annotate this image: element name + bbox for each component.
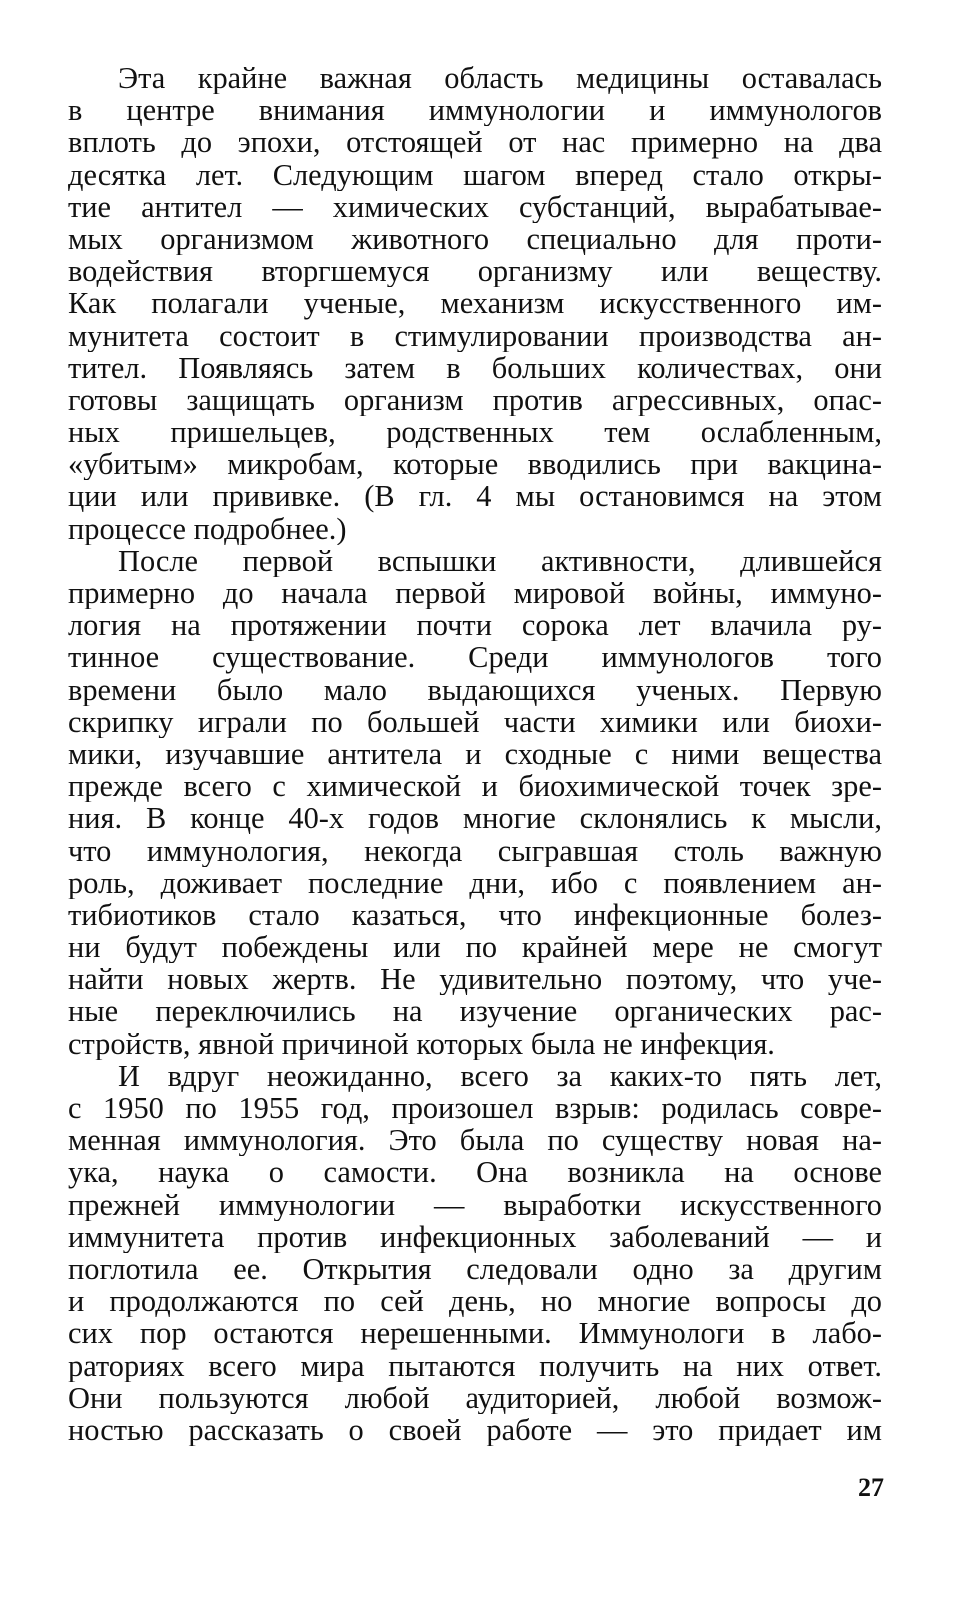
text-line: ных пришельцев, родственных тем ослабленным, [68, 416, 882, 449]
text-line: поглотила ее. Открытия следовали одно за другим [68, 1252, 882, 1286]
text-line: с 1950 по 1955 год, произошел взрыв: родилась совре- [68, 1092, 882, 1125]
text-line: процессе подробнее.) [68, 512, 347, 545]
text-line: скрипку играли по большей части химики или биохи- [68, 705, 882, 738]
page-number: 27 [858, 1473, 884, 1502]
text-line: водействия вторгшемуся организму или веществу. [68, 255, 882, 288]
text-line: примерно до начала первой мировой войны, иммуно- [68, 577, 882, 610]
text-line: вплоть до эпохи, отстоящей от нас примерно на два [68, 126, 882, 159]
text-line: ностью рассказать о своей работе — это придает им [68, 1413, 882, 1447]
text-line: прежней иммунологии — выработки искусственного [68, 1188, 882, 1221]
text-line: готовы защищать организм против агрессивных, опас- [68, 383, 882, 417]
text-line: логия на протяжении почти сорока лет влачила ру- [68, 609, 882, 642]
text-line: сих пор остаются нерешенными. Иммунологи в лабо- [68, 1317, 882, 1350]
text-line: мых организмом животного специально для проти- [68, 222, 882, 256]
text-line: десятка лет. Следующим шагом вперед стало откры- [68, 158, 882, 191]
text-line: «убитым» микробам, которые вводились при вакцина- [68, 448, 882, 481]
text-line: иммунитета против инфекционных заболеваний — и [68, 1220, 882, 1253]
text-line: Эта крайне важная область медицины оставалась [118, 62, 882, 95]
text-line: найти новых жертв. Не удивительно поэтому, что уче- [68, 963, 882, 996]
text-line: Они пользуются любой аудиторией, любой возмож- [68, 1381, 882, 1414]
text-line: стройств, явной причиной которых была не инфекция. [68, 1027, 775, 1060]
paragraph-2 [68, 545, 882, 1060]
text-line: И вдруг неожиданно, всего за каких-то пять лет, [118, 1059, 882, 1092]
text-line: тител. Появляясь затем в больших количествах, они [68, 351, 882, 384]
text-line: тинное существование. Среди иммунологов того [68, 641, 882, 674]
text-line: в центре внимания иммунологии и иммунологов [68, 94, 882, 127]
text-line: ни будут побеждены или по крайней мере не смогут [68, 931, 882, 964]
text-line: что иммунология, некогда сыгравшая столь важную [68, 834, 882, 867]
paragraph-3 [68, 1060, 882, 1446]
text-line: менная иммунология. Это была по существу новая на- [68, 1124, 882, 1157]
text-line: ции или прививке. (В гл. 4 мы остановимся на этом [68, 480, 882, 513]
text-line: ука, наука о самости. Она возникла на основе [68, 1156, 882, 1189]
text-line: ния. В конце 40-х годов многие склонялись к мысли, [68, 802, 882, 835]
text-line: прежде всего с химической и биохимической точек зре- [68, 770, 882, 803]
text-line: тие антител — химических субстанций, вырабатывае- [68, 190, 882, 223]
page-body [68, 62, 882, 1446]
text-line: Как полагали ученые, механизм искусственного им- [68, 287, 882, 320]
text-line: После первой вспышки активности, длившейся [118, 544, 882, 577]
text-line: времени было мало выдающихся ученых. Первую [68, 673, 882, 706]
text-line: тибиотиков стало казаться, что инфекционные болез- [68, 898, 882, 932]
paragraph-1 [68, 62, 882, 545]
text-line: раториях всего мира пытаются получить на них ответ. [68, 1349, 882, 1382]
text-line: ные переключились на изучение органических рас- [68, 995, 882, 1028]
text-line: мунитета состоит в стимулировании производства ан- [68, 319, 882, 352]
text-line: и продолжаются по сей день, но многие вопросы до [68, 1285, 882, 1318]
text-line: роль, доживает последние дни, ибо с появлением ан- [68, 866, 882, 899]
text-line: мики, изучавшие антитела и сходные с ними вещества [68, 737, 882, 771]
